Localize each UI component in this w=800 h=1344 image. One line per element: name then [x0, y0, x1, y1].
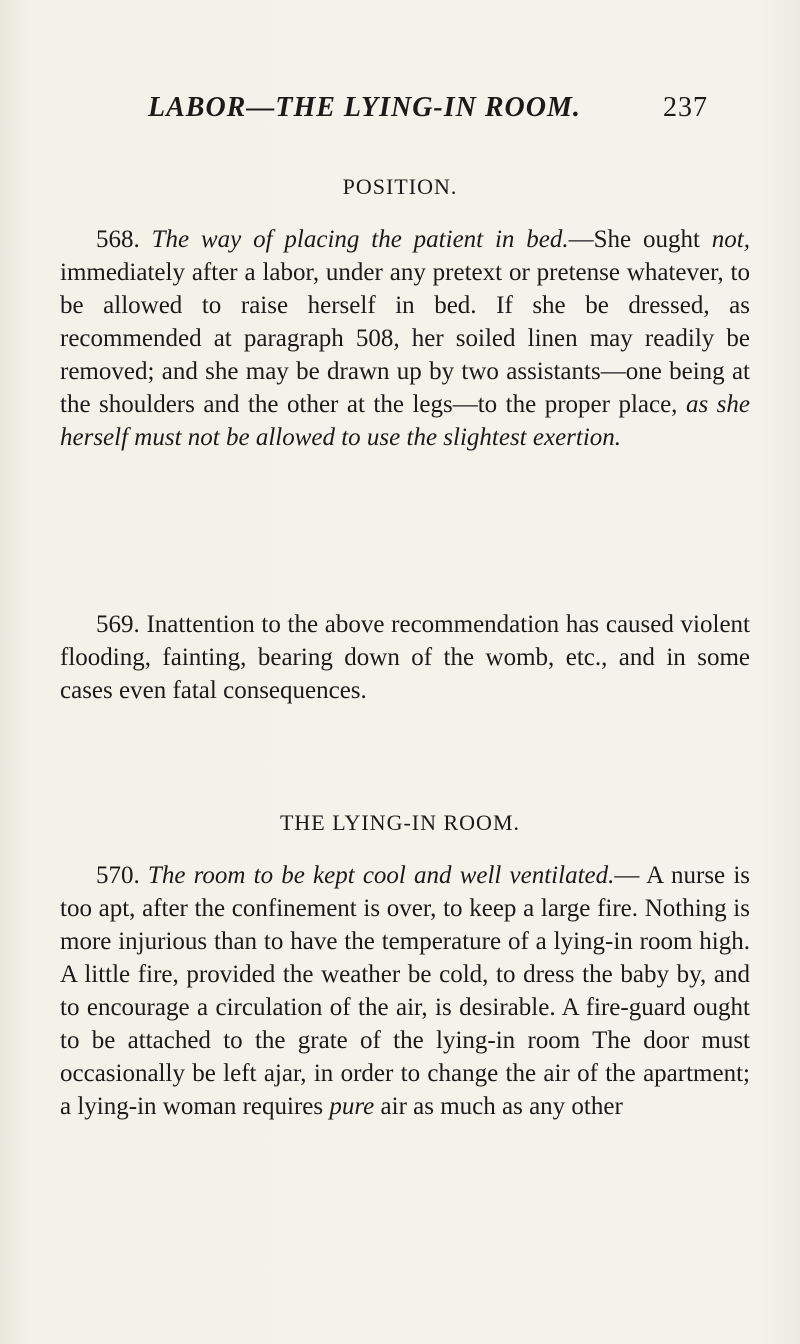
section-heading-position: POSITION.: [342, 174, 458, 199]
paragraph-italic-lead: The room to be kept cool and well ventilated.: [147, 862, 615, 889]
paragraph-italic: not,: [711, 226, 750, 253]
paragraph-570: [60, 859, 750, 1123]
paragraph-number: 568.: [96, 226, 140, 253]
paragraph-text: —She ought: [568, 226, 712, 253]
paragraph-number: 569.: [96, 611, 140, 638]
paragraph-569: [60, 608, 750, 707]
paragraph-italic-lead: The way of placing the patient in bed.: [151, 226, 569, 253]
paragraph-text: air as much as any other: [374, 1093, 623, 1120]
paragraph-text: Inattention to the above recommendation has caused violent flooding, fainting, bearing down of the womb, etc., and in some cases even fatal consequences.: [60, 611, 750, 704]
paragraph-italic: pure: [329, 1093, 375, 1120]
paragraph-number: 570.: [96, 862, 140, 889]
paragraph-text: immediately after a labor, under any pretext or pretense whatever, to be allowed to raise herself in bed. If she be dressed, as recommended at paragraph 508, her soiled linen may readily be removed; and she may be drawn up by two assistants—one being at the shoulders and the other at the legs—to the proper place,: [60, 259, 750, 418]
section-heading-lying-in-room: THE LYING-IN ROOM.: [279, 810, 521, 835]
page-number: 237: [663, 92, 708, 123]
paragraph-italic: as she herself must not be allowed to use the slightest exertion.: [60, 391, 750, 451]
paragraph-568: [60, 223, 750, 454]
running-head-title: LABOR—THE LYING-IN ROOM.: [148, 92, 581, 123]
running-head: [148, 92, 708, 128]
paragraph-text: — A nurse is too apt, after the confinement is over, to keep a large fire. Nothing is more injurious than to have the temperature of a lying-in room high. A little fire, provided the weather be cold, to dress the baby by, and to encourage a circulation of the air, is desirable. A fire-guard ought to be attached to the grate of the lying-in room The door must occasionally be left ajar, in order to change the air of the apartment; a lying-in woman requires: [60, 862, 750, 1120]
